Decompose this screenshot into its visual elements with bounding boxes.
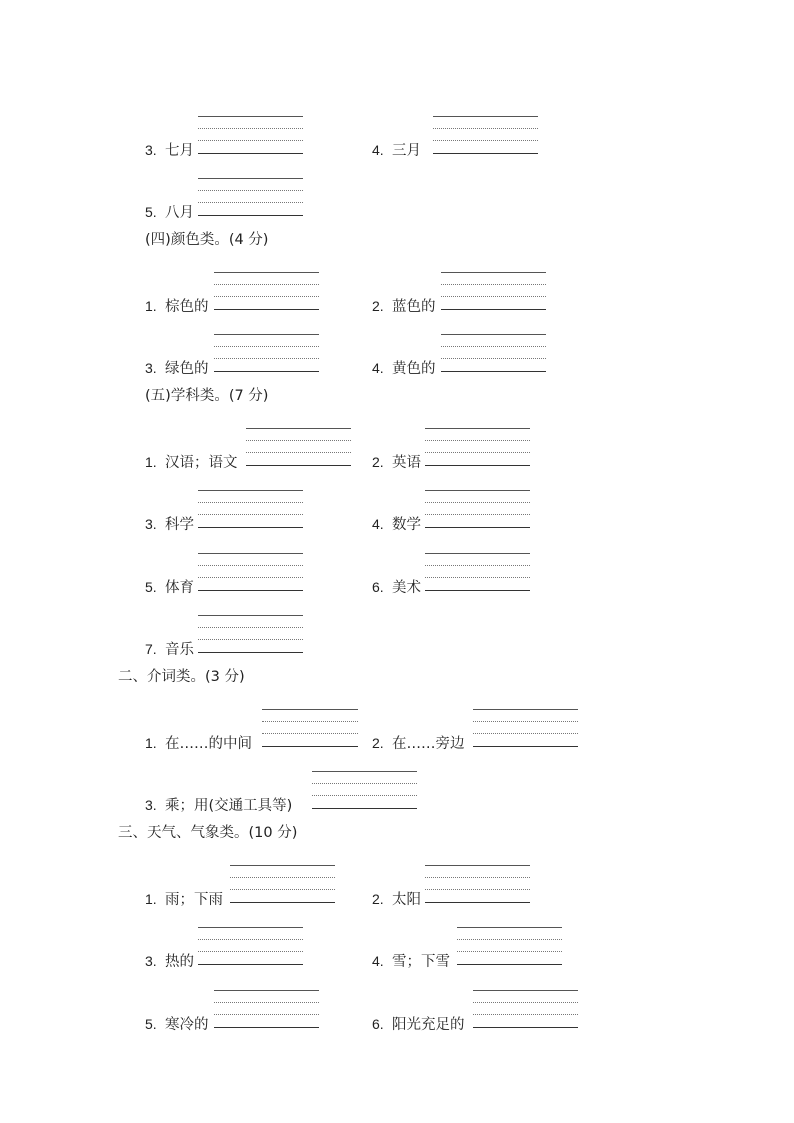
item-number: 3. <box>145 797 157 813</box>
writing-lines[interactable] <box>262 709 358 747</box>
item-number: 4. <box>372 360 384 376</box>
item-text: 热的 <box>165 954 194 970</box>
item-text: 寒冷的 <box>165 1017 209 1033</box>
item-number: 1. <box>145 735 157 751</box>
item-number: 2. <box>372 891 384 907</box>
item-number: 4. <box>372 142 384 158</box>
item-text: 雨；下雨 <box>165 892 223 908</box>
item-number: 1. <box>145 891 157 907</box>
item-number: 2. <box>372 735 384 751</box>
item-text: 在……旁边 <box>392 736 465 752</box>
item-text: 黄色的 <box>392 361 436 377</box>
item-number: 1. <box>145 298 157 314</box>
writing-lines[interactable] <box>312 771 417 809</box>
item-number: 4. <box>372 953 384 969</box>
writing-lines[interactable] <box>198 615 303 653</box>
writing-lines[interactable] <box>425 490 530 528</box>
item-number: 1. <box>145 454 157 470</box>
item-text: 在……的中间 <box>165 736 252 752</box>
writing-lines[interactable] <box>425 865 530 903</box>
item-number: 3. <box>145 516 157 532</box>
item-text: 三月 <box>392 143 421 159</box>
item-text: 英语 <box>392 455 421 471</box>
writing-lines[interactable] <box>441 272 546 310</box>
item-number: 2. <box>372 298 384 314</box>
item-text: 数学 <box>392 517 421 533</box>
item-text: 八月 <box>165 205 194 221</box>
item-number: 3. <box>145 953 157 969</box>
writing-lines[interactable] <box>425 428 530 466</box>
item-number: 3. <box>145 360 157 376</box>
item-number: 5. <box>145 204 157 220</box>
item-text: 美术 <box>392 580 421 596</box>
writing-lines[interactable] <box>425 553 530 591</box>
item-number: 5. <box>145 579 157 595</box>
item-number: 5. <box>145 1016 157 1032</box>
section-heading-subjects: (五)学科类。(7 分) <box>145 388 269 404</box>
item-number: 2. <box>372 454 384 470</box>
writing-lines[interactable] <box>198 116 303 154</box>
writing-lines[interactable] <box>433 116 538 154</box>
item-number: 3. <box>145 142 157 158</box>
writing-lines[interactable] <box>198 553 303 591</box>
item-text: 绿色的 <box>165 361 209 377</box>
writing-lines[interactable] <box>230 865 335 903</box>
item-text: 音乐 <box>165 642 194 658</box>
section-heading-colors: (四)颜色类。(4 分) <box>145 232 269 248</box>
writing-lines[interactable] <box>473 990 578 1028</box>
item-number: 4. <box>372 516 384 532</box>
writing-lines[interactable] <box>214 990 319 1028</box>
writing-lines[interactable] <box>214 272 319 310</box>
item-text: 体育 <box>165 580 194 596</box>
item-text: 雪；下雪 <box>392 954 450 970</box>
item-text: 蓝色的 <box>392 299 436 315</box>
item-text: 科学 <box>165 517 194 533</box>
writing-lines[interactable] <box>441 334 546 372</box>
item-number: 6. <box>372 1016 384 1032</box>
item-number: 6. <box>372 579 384 595</box>
writing-lines[interactable] <box>473 709 578 747</box>
section-heading-weather: 三、天气、气象类。(10 分) <box>118 825 298 841</box>
writing-lines[interactable] <box>198 178 303 216</box>
item-text: 七月 <box>165 143 194 159</box>
item-text: 乘；用(交通工具等) <box>165 798 293 814</box>
writing-lines[interactable] <box>457 927 562 965</box>
item-text: 汉语；语文 <box>165 455 238 471</box>
section-heading-prepositions: 二、介词类。(3 分) <box>118 669 245 685</box>
writing-lines[interactable] <box>198 927 303 965</box>
item-text: 阳光充足的 <box>392 1017 465 1033</box>
item-text: 太阳 <box>392 892 421 908</box>
writing-lines[interactable] <box>214 334 319 372</box>
item-number: 7. <box>145 641 157 657</box>
writing-lines[interactable] <box>198 490 303 528</box>
writing-lines[interactable] <box>246 428 351 466</box>
item-text: 棕色的 <box>165 299 209 315</box>
